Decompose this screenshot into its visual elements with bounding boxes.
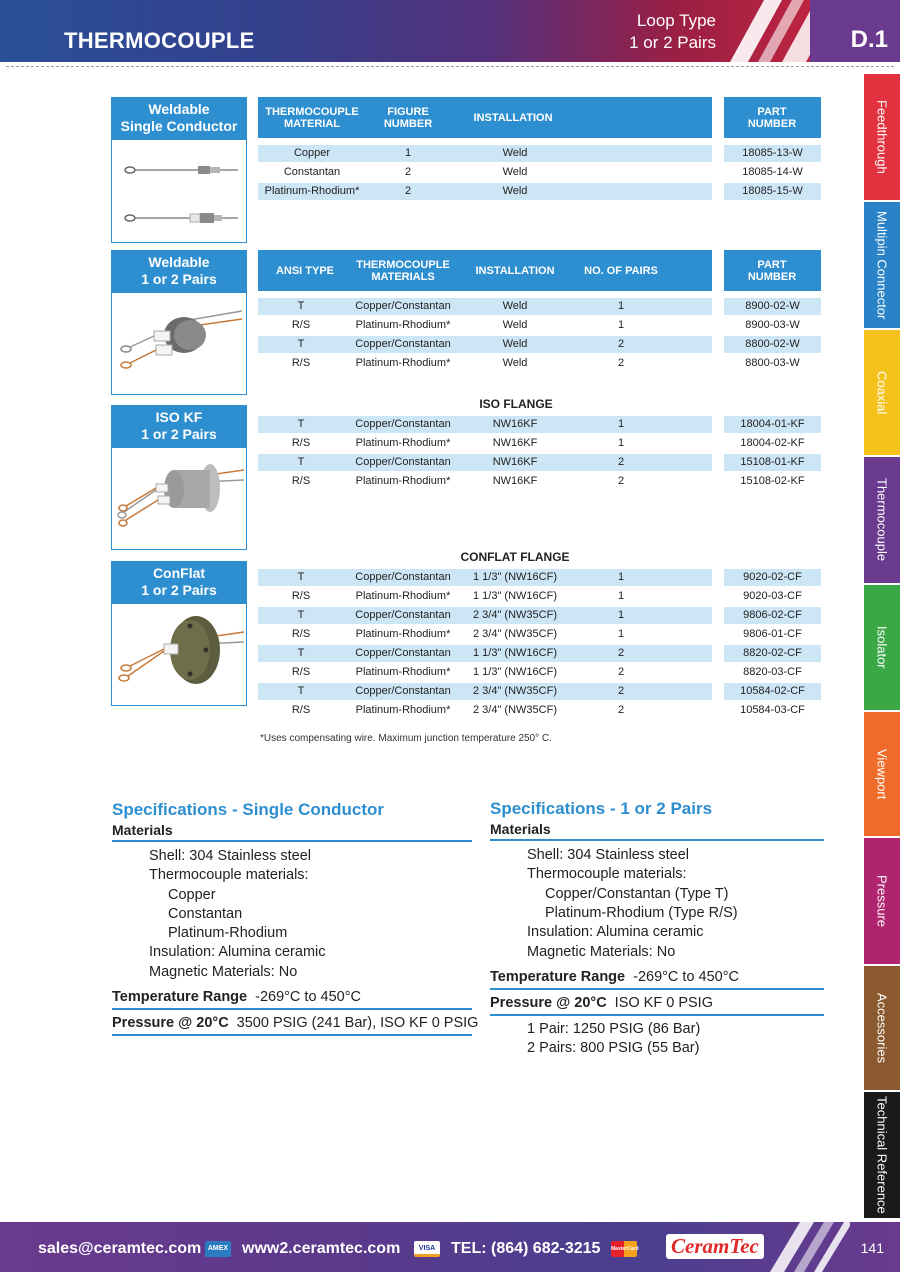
cell-part: 10584-02-CF (724, 683, 821, 700)
cell-ansi: T (297, 571, 305, 583)
cell-installation: 1 1/3" (NW16CF) (473, 666, 557, 678)
table-row (258, 626, 712, 643)
page-header (0, 0, 900, 62)
spec-pairs-temperature (490, 969, 739, 985)
cell-materials: Copper/Constantan (355, 300, 451, 312)
pressure-label: Pressure @ 20°C (490, 995, 607, 1011)
table-row (258, 569, 712, 586)
cell-materials: Platinum-Rhodium* (355, 319, 451, 331)
cell-part: 9020-02-CF (724, 569, 821, 586)
cell-pairs: 2 (617, 685, 625, 697)
cell-material: Constantan (283, 166, 341, 178)
cell-ansi: T (297, 300, 305, 312)
cell-materials: Platinum-Rhodium* (355, 704, 451, 716)
tab-technical-reference[interactable] (864, 1092, 900, 1218)
cell-installation: Weld (502, 319, 528, 331)
cell-part: 9020-03-CF (743, 590, 802, 602)
cell-ansi: R/S (291, 666, 311, 678)
tab-thermocouple[interactable] (864, 457, 900, 583)
section-badge (810, 0, 900, 62)
product-image (112, 140, 246, 242)
cell-figure: 1 (404, 147, 412, 159)
col-installation: INSTALLATION (475, 264, 555, 277)
spec-single-tc-item: Constantan (168, 906, 243, 922)
spec-pairs-title: Specifications - 1 or 2 Pairs (490, 799, 713, 818)
spec-pairs-pair1: 1 Pair: 1250 PSIG (86 Bar) (527, 1021, 701, 1037)
cell-installation: NW16KF (492, 475, 538, 487)
amex-icon: AMEX (205, 1241, 231, 1257)
cell-installation: 1 1/3" (NW16CF) (473, 590, 557, 602)
table-row (258, 664, 712, 681)
divider (112, 840, 472, 842)
cell-ansi: T (297, 609, 305, 621)
table-row (258, 588, 712, 605)
table-row (258, 416, 712, 433)
cell-materials: Platinum-Rhodium* (355, 666, 451, 678)
cell-part: 8800-03-W (745, 357, 800, 369)
cell-materials: Copper/Constantan (355, 609, 451, 621)
divider (490, 1014, 824, 1016)
tab-label: Thermocouple (874, 478, 890, 562)
table-row (258, 683, 712, 700)
cell-pairs: 2 (617, 647, 625, 659)
table-row (258, 164, 712, 181)
single-table-part-header (724, 97, 821, 138)
cell-pairs: 1 (617, 300, 625, 312)
product-name-line-2: 1 or 2 Pairs (141, 582, 217, 598)
footnote: *Uses compensating wire. Maximum junction temperature 250° C. (260, 733, 552, 744)
mastercard-icon: MasterCard (611, 1241, 637, 1257)
spec-pairs-pressure (490, 995, 713, 1011)
cell-ansi: R/S (291, 704, 311, 716)
cell-ansi: T (297, 418, 305, 430)
cell-part: 18085-13-W (724, 145, 821, 162)
pressure-value: ISO KF 0 PSIG (614, 995, 713, 1011)
cell-materials: Copper/Constantan (355, 418, 451, 430)
cell-ansi: T (297, 456, 305, 468)
cell-pairs: 1 (617, 319, 625, 331)
spec-single-tc-item: Copper (168, 887, 216, 903)
cell-installation: NW16KF (492, 456, 538, 468)
spec-single-magnetic: Magnetic Materials: No (149, 964, 298, 980)
spec-single-tc-label: Thermocouple materials: (149, 867, 309, 883)
tab-label: Coaxial (874, 370, 890, 415)
tab-pressure[interactable] (864, 838, 900, 964)
tab-viewport[interactable] (864, 712, 900, 836)
product-box-header (112, 251, 246, 293)
col-figure: FIGURE NUMBER (383, 105, 433, 130)
page-number: 141 (860, 1240, 884, 1256)
cell-part: 18085-15-W (724, 183, 821, 200)
tab-label: Viewport (874, 748, 890, 800)
cell-part: 18004-01-KF (724, 416, 821, 433)
cell-part: 10584-03-CF (740, 704, 805, 716)
spec-single-tc-item: Platinum-Rhodium (168, 925, 288, 941)
cell-pairs: 2 (617, 357, 625, 369)
spec-pairs-magnetic: Magnetic Materials: No (527, 944, 676, 960)
cell-installation: Weld (502, 147, 528, 159)
spec-pairs-tc-item: Platinum-Rhodium (Type R/S) (545, 905, 738, 921)
product-name-line-1: ConFlat (152, 565, 206, 581)
cell-part: 8800-02-W (724, 336, 821, 353)
product-image (112, 604, 246, 705)
table-row (258, 607, 712, 624)
page-title: THERMOCOUPLE (64, 28, 255, 53)
cell-pairs: 2 (617, 475, 625, 487)
cell-part: 18085-14-W (742, 166, 803, 178)
table-row (258, 473, 712, 490)
footer-website[interactable]: www2.ceramtec.com (242, 1240, 401, 1257)
spec-pairs-shell: Shell: 304 Stainless steel (527, 847, 690, 863)
spec-single-insulation: Insulation: Alumina ceramic (149, 944, 326, 960)
cell-installation: Weld (502, 338, 528, 350)
spec-single-title: Specifications - Single Conductor (112, 800, 385, 819)
cell-part: 8820-03-CF (743, 666, 802, 678)
cell-ansi: T (297, 685, 305, 697)
cell-installation: 2 3/4" (NW35CF) (473, 609, 557, 621)
tab-label: Feedthrough (874, 100, 890, 174)
cell-pairs: 2 (617, 456, 625, 468)
cell-installation: 1 1/3" (NW16CF) (473, 571, 557, 583)
tab-label: Pressure (874, 874, 890, 928)
divider (490, 988, 824, 990)
product-box-iso-kf (111, 405, 247, 550)
divider (112, 1034, 472, 1036)
product-name-line-2: 1 or 2 Pairs (141, 271, 217, 287)
product-name-line-1: Weldable (148, 254, 210, 270)
cell-part: 18004-02-KF (740, 437, 805, 449)
cell-installation: Weld (502, 185, 528, 197)
cell-installation: Weld (502, 357, 528, 369)
col-pairs: NO. OF PAIRS (584, 264, 658, 277)
spec-pairs-insulation: Insulation: Alumina ceramic (527, 924, 704, 940)
product-box-header (112, 406, 246, 448)
cell-materials: Copper/Constantan (355, 456, 451, 468)
product-box-weldable-pairs (111, 250, 247, 395)
col-material: THERMOCOUPLE MATERIAL (265, 105, 359, 130)
visa-icon: VISA (414, 1241, 440, 1257)
spec-pairs-tc-label: Thermocouple materials: (527, 866, 687, 882)
table-row (258, 702, 712, 719)
cell-materials: Copper/Constantan (355, 647, 451, 659)
cell-ansi: R/S (291, 357, 311, 369)
spec-single-materials-label: Materials (112, 822, 173, 838)
spec-single-temperature (112, 989, 361, 1005)
product-box-header (112, 562, 246, 604)
cell-materials: Platinum-Rhodium* (355, 475, 451, 487)
subtitle-line-2: 1 or 2 Pairs (629, 33, 716, 52)
tab-label: Isolator (874, 626, 890, 669)
cell-installation: Weld (502, 166, 528, 178)
cell-installation: 1 1/3" (NW16CF) (473, 647, 557, 659)
cell-part: 15108-01-KF (724, 454, 821, 471)
product-box-conflat (111, 561, 247, 706)
cell-pairs: 1 (617, 437, 625, 449)
spec-single-pressure (112, 1015, 478, 1031)
cell-pairs: 1 (617, 590, 625, 602)
pressure-value: 3500 PSIG (241 Bar), ISO KF 0 PSIG (236, 1015, 479, 1031)
subtitle-block (629, 10, 716, 54)
col-ansi: ANSI TYPE (275, 264, 335, 277)
cell-installation: 2 3/4" (NW35CF) (473, 704, 557, 716)
spec-pairs-materials-label: Materials (490, 821, 551, 837)
cell-pairs: 1 (617, 628, 625, 640)
cell-part: 8900-03-W (745, 319, 800, 331)
col-part: PART NUMBER (747, 258, 797, 283)
table-row (258, 298, 712, 315)
cell-ansi: R/S (291, 319, 311, 331)
divider (112, 1008, 472, 1010)
footer-stripes (770, 1222, 850, 1272)
cell-ansi: R/S (291, 437, 311, 449)
tab-isolator[interactable] (864, 585, 900, 710)
tab-label: Technical Reference (874, 1096, 890, 1214)
cell-part: 8900-02-W (724, 298, 821, 315)
section-code: D.1 (850, 26, 888, 53)
cell-pairs: 1 (617, 571, 625, 583)
cell-installation: Weld (502, 300, 528, 312)
table-row (258, 183, 712, 200)
conflat-flange-title: CONFLAT FLANGE (460, 550, 570, 564)
cell-installation: NW16KF (492, 418, 538, 430)
spec-pairs-pair2: 2 Pairs: 800 PSIG (55 Bar) (527, 1040, 700, 1056)
cell-ansi: T (297, 647, 305, 659)
cell-pairs: 1 (617, 609, 625, 621)
product-name-line-1: Weldable (148, 101, 210, 117)
cell-pairs: 2 (617, 666, 625, 678)
cell-installation: NW16KF (492, 437, 538, 449)
tab-feedthrough[interactable] (864, 74, 900, 200)
cell-materials: Platinum-Rhodium* (355, 437, 451, 449)
pairs-table-header (258, 250, 712, 291)
page-footer (0, 1222, 900, 1272)
divider (490, 839, 824, 841)
tab-multipin-connector[interactable] (864, 202, 900, 328)
table-row (258, 454, 712, 471)
cell-part: 8820-02-CF (724, 645, 821, 662)
cell-materials: Copper/Constantan (355, 338, 451, 350)
cell-materials: Copper/Constantan (355, 571, 451, 583)
tab-label: Multipin Connector (874, 210, 890, 320)
cell-ansi: T (297, 338, 305, 350)
tab-accessories[interactable] (864, 966, 900, 1090)
cell-material: Copper (293, 147, 331, 159)
cell-ansi: R/S (291, 628, 311, 640)
product-name-line-2: Single Conductor (120, 118, 238, 134)
table-row (258, 435, 712, 452)
ceramtec-logo: CeramTec (666, 1234, 764, 1259)
cell-installation: 2 3/4" (NW35CF) (473, 628, 557, 640)
tab-label: Accessories (874, 992, 890, 1064)
col-part: PART NUMBER (747, 105, 797, 130)
table-row (258, 645, 712, 662)
subtitle-line-1: Loop Type (636, 11, 716, 30)
product-box-header (112, 98, 246, 140)
cell-figure: 2 (404, 166, 412, 178)
header-divider (6, 66, 894, 67)
col-materials: THERMOCOUPLE MATERIALS (356, 258, 450, 283)
cell-ansi: R/S (291, 590, 311, 602)
pairs-table-part-header (724, 250, 821, 291)
cell-materials: Platinum-Rhodium* (355, 357, 451, 369)
temp-label: Temperature Range (490, 969, 626, 985)
product-box-weldable-single (111, 97, 247, 243)
cell-materials: Copper/Constantan (355, 685, 451, 697)
col-installation: INSTALLATION (473, 111, 553, 124)
cell-pairs: 2 (617, 338, 625, 350)
temp-value: -269°C to 450°C (633, 969, 740, 985)
iso-flange-title: ISO FLANGE (479, 397, 553, 411)
table-row (258, 317, 712, 334)
cell-ansi: R/S (291, 475, 311, 487)
temp-value: -269°C to 450°C (255, 989, 362, 1005)
table-row (258, 355, 712, 372)
tab-coaxial[interactable] (864, 330, 900, 455)
spec-pairs-tc-item: Copper/Constantan (Type T) (545, 886, 729, 902)
pressure-label: Pressure @ 20°C (112, 1015, 229, 1031)
product-image (112, 293, 246, 394)
product-name-line-1: ISO KF (155, 409, 203, 425)
footer-telephone: TEL: (864) 682-3215 (451, 1240, 601, 1257)
cell-pairs: 1 (617, 418, 625, 430)
spec-single-shell: Shell: 304 Stainless steel (149, 848, 312, 864)
footer-email[interactable]: sales@ceramtec.com (38, 1240, 202, 1257)
cell-figure: 2 (404, 185, 412, 197)
cell-part: 9806-02-CF (724, 607, 821, 624)
cell-pairs: 2 (617, 704, 625, 716)
single-table-header (258, 97, 712, 138)
cell-installation: 2 3/4" (NW35CF) (473, 685, 557, 697)
table-row (258, 336, 712, 353)
cell-part: 15108-02-KF (740, 475, 805, 487)
cell-materials: Platinum-Rhodium* (355, 628, 451, 640)
table-row (258, 145, 712, 162)
cell-material: Platinum-Rhodium* (264, 185, 360, 197)
product-name-line-2: 1 or 2 Pairs (141, 426, 217, 442)
cell-part: 9806-01-CF (743, 628, 802, 640)
temp-label: Temperature Range (112, 989, 248, 1005)
product-image (112, 448, 246, 549)
cell-materials: Platinum-Rhodium* (355, 590, 451, 602)
